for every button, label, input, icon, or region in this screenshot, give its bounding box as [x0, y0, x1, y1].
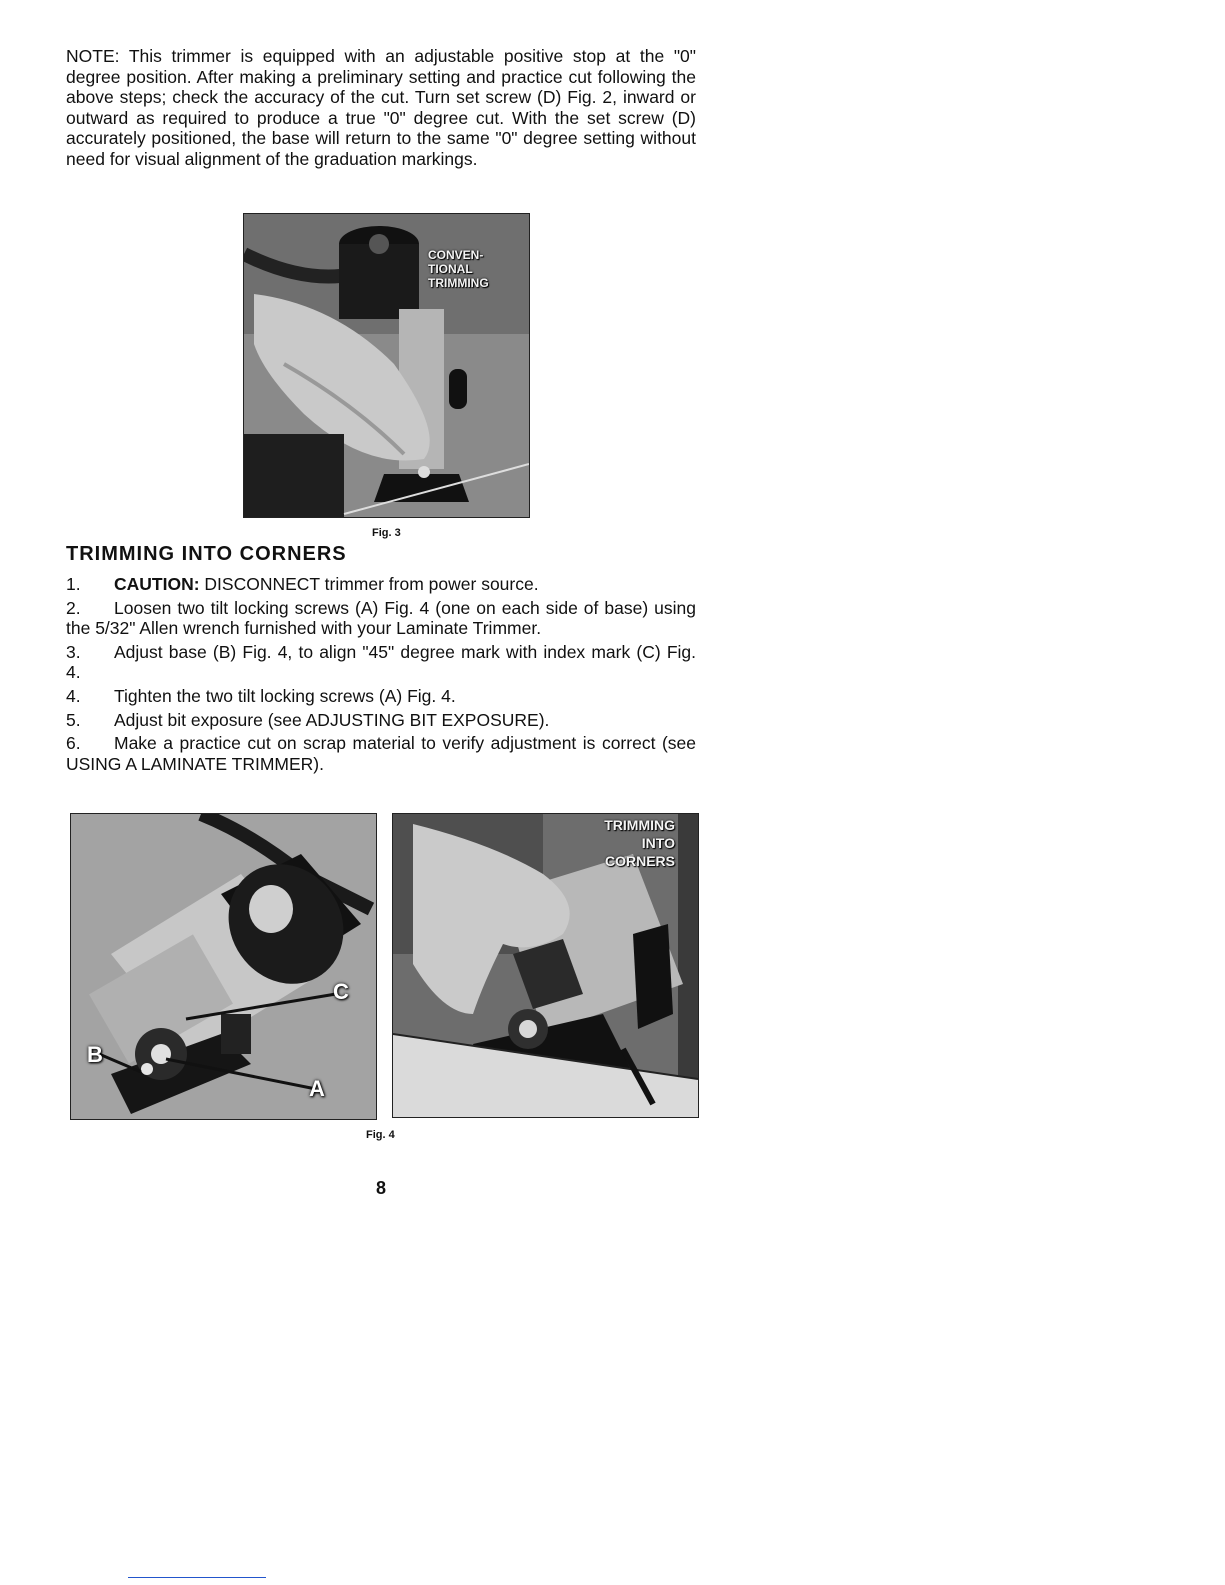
- fig4-overlay-line3: CORNERS: [604, 853, 675, 869]
- callout-c: C: [333, 979, 349, 1004]
- step-3: [66, 642, 696, 683]
- section-heading: TRIMMING INTO CORNERS: [66, 543, 347, 565]
- fig3-overlay-label: [428, 248, 489, 290]
- step-text: Adjust bit exposure (see ADJUSTING BIT EXPOSURE).: [114, 709, 550, 730]
- step-number: 6.: [66, 733, 81, 754]
- step-5: [66, 710, 696, 731]
- step-text: Adjust base (B) Fig. 4, to align "45" degree mark with index mark (C) Fig. 4.: [66, 641, 696, 683]
- callout-a: A: [309, 1076, 325, 1101]
- fig4-caption: Fig. 4: [366, 1129, 395, 1141]
- fig4-left-illustration: [71, 814, 376, 1119]
- note-paragraph: [66, 46, 696, 170]
- fig4-left-photo: [70, 813, 377, 1120]
- step-number: 4.: [66, 685, 81, 706]
- fig3-overlay-line3: TRIMMING: [428, 276, 489, 290]
- fig4-overlay-label: [575, 816, 675, 870]
- caution-label: CAUTION:: [114, 574, 200, 594]
- fig4-overlay-line1: TRIMMING: [604, 817, 675, 833]
- step-4: [66, 686, 696, 707]
- bottom-rule: [128, 1577, 266, 1578]
- fig4-overlay-line2: INTO: [641, 835, 675, 851]
- step-text: Tighten the two tilt locking screws (A) Fig. 4.: [114, 685, 456, 706]
- fig3-overlay-line2: TIONAL: [428, 262, 473, 276]
- step-6: [66, 733, 696, 774]
- step-2: [66, 598, 696, 639]
- fig3-caption: Fig. 3: [372, 527, 401, 539]
- fig4-right-photo: [392, 813, 699, 1118]
- step-number: 5.: [66, 709, 81, 730]
- page-number: 8: [376, 1178, 387, 1198]
- step-text: Make a practice cut on scrap material to verify adjustment is correct (see USING A LAMINATE TRIMMER).: [66, 733, 696, 774]
- step-1: [66, 574, 696, 595]
- step-number: 2.: [66, 597, 81, 618]
- note-text: This trimmer is equipped with an adjustable positive stop at the "0" degree position. After making a preliminary setting and practice cut following the above steps; check the accuracy of the cut. Turn set screw (D) Fig. 2, inward or outward as required to produce a true "0" degree cut. With the set screw (D) accurately positioned, the base will return to the same "0" degree setting without need for visual alignment of the graduation markings.: [66, 46, 696, 169]
- fig3-photo: [243, 213, 530, 518]
- steps-list: [66, 574, 696, 777]
- fig3-overlay-line1: CONVEN-: [428, 248, 484, 262]
- step-number: 1.: [66, 574, 81, 594]
- callout-b: B: [87, 1042, 103, 1067]
- step-number: 3.: [66, 641, 81, 662]
- step-text: DISCONNECT trimmer from power source.: [199, 574, 539, 594]
- note-label: NOTE:: [66, 46, 120, 66]
- step-text: Loosen two tilt locking screws (A) Fig. 4 (one on each side of base) using the 5/32" Allen wrench furnished with your Laminate Trimmer.: [66, 597, 696, 639]
